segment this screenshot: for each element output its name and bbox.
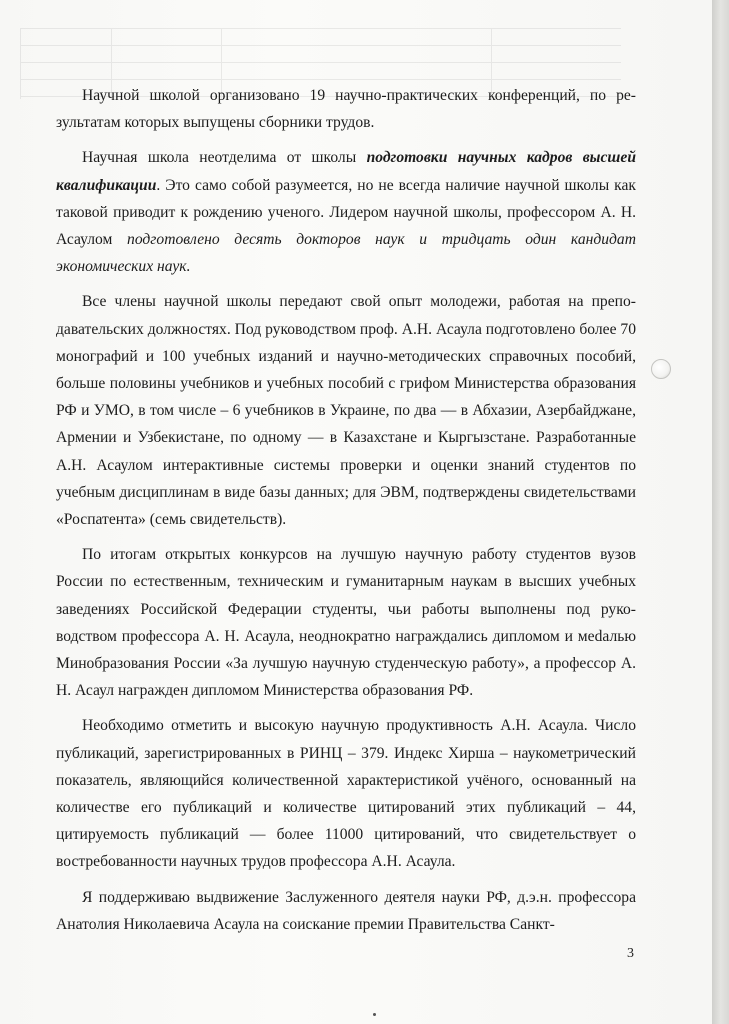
scan-speck (373, 1013, 376, 1016)
page-number: 3 (627, 946, 634, 961)
punch-hole (651, 359, 671, 379)
paragraph-school-training (56, 144, 636, 280)
emphasis-phrase: подготовки научных кадров высшей квалификации (56, 149, 636, 194)
paragraph-text: . Это само собой разумеется, но не всегда наличие научной школы как таковой приводит к рождению ученого. Лидером научной школы, профессором А. Н. Асаулом (56, 176, 636, 249)
paragraph-publications: Все члены научной школы передают свой опыт молодежи, работая на преподавательских должностях. Под руководством проф. А.Н. Асаула подготовлено более 70 монографий и 100 учебных изданий и научно-методических справочных пособий, больше половины учебников и учебных пособий с грифом Министерства образования РФ и УМО, в том числе – 6 учебников в Украине, по два — в Абхазии, Азербайджане, Армении и Узбекистане, по одному — в Казахстане и Кыргызстане. Разработанные А.Н. Асаулом интерактивные системы проверки и оценки знаний студентов по учебным дисциплинам в виде базы данных; для ЭВМ, подтверждены свидетельствами «Роспатента» (семь свидетельств). (56, 293, 636, 529)
paragraph-support: Я поддерживаю выдвижение Заслуженного деятеля науки РФ, д.э.н. профессора Анатолия Николаевича Асаула на соискание премии Правительства Санкт- (56, 888, 636, 933)
paragraph-text: Научная школа неотделима от школы (82, 149, 367, 167)
emphasis-phrase: подготовлено десять докторов наук и тридцать один кандидат экономических наук. (56, 231, 636, 276)
paragraph-productivity: Необходимо отметить и высокую научную продуктивность А.Н. Асаула. Число публикаций, зарегистрированных в РИНЦ – 379. Индекс Хирша – наукометрический показатель, являющийся количественной характеристикой учёного, основанный на количестве его публикаций и количестве цитирований этих публикаций – 44, цитируемость публикаций — более 11000 цитирований, что свидетельствует о востребованности научных трудов профессора А.Н. Асаула. (56, 717, 636, 871)
scan-edge (712, 0, 729, 1024)
body-text (56, 82, 636, 946)
paragraph-competitions: По итогам открытых конкурсов на лучшую научную работу студентов вузов России по естественным, техническим и гуманитарным наукам в высших учебных заведениях Российской Федерации студенты, чьи работы выполнены под руководством профессора А. Н. Асаула, неоднократно награждались дипломом и меdалью Минобразования России «За лучшую научную студенческую работу», а профессор А. Н. Асаул награжден дипломом Министерства образования РФ. (56, 546, 636, 700)
paragraph-conferences: Научной школой организовано 19 научно-практических конференций, по результатам которых выпущены сборники трудов. (56, 87, 636, 132)
